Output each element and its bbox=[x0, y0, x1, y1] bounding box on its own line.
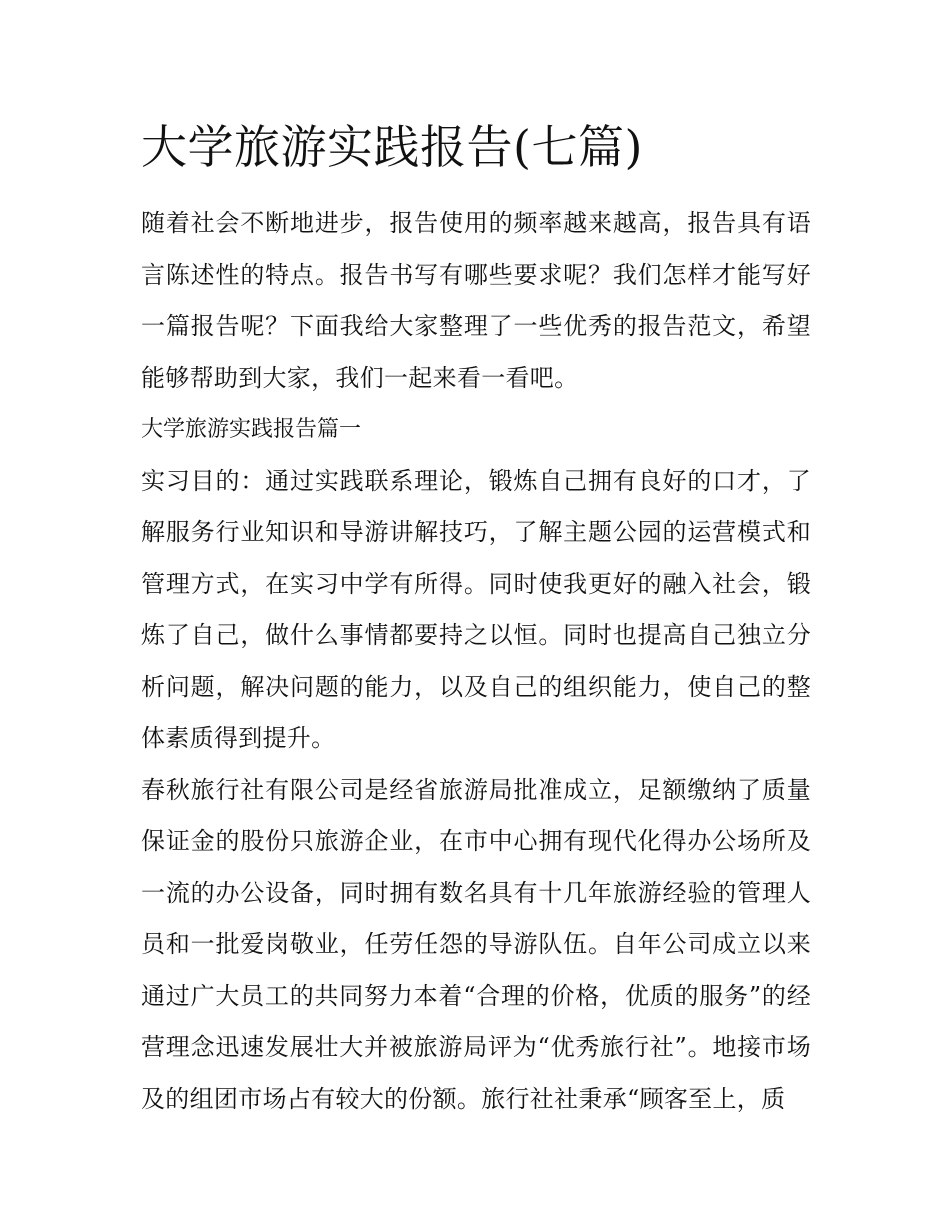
document-page bbox=[141, 112, 811, 1125]
body-paragraph-2: 春秋旅行社有限公司是经省旅游局批准成立，足额缴纳了质量保证金的股份只旅游企业，在市中心拥有现代化得办公场所及一流的办公设备，同时拥有数名具有十几年旅游经验的管理人员和一批爱岗敬业，任劳任怨的导游队伍。自年公司成立以来通过广大员工的共同努力本着“合理的价格，优质的服务”的经营理念迅速发展壮大并被旅游局评为“优秀旅行社”。地接市场及的组团市场占有较大的份额。旅行社社秉承“顾客至上，质 bbox=[141, 775, 811, 1113]
section-heading: 大学旅游实践报告篇一 bbox=[141, 417, 362, 442]
body-paragraph-1: 实习目的：通过实践联系理论，锻炼自己拥有良好的口才，了解服务行业知识和导游讲解技巧，了解主题公园的运营模式和管理方式，在实习中学有所得。同时使我更好的融入社会，锻炼了自己，做什么事情都要持之以恒。同时也提高自己独立分析问题，解决问题的能力，以及自己的组织能力，使自己的整体素质得到提升。 bbox=[141, 466, 811, 752]
intro-paragraph: 随着社会不断地进步，报告使用的频率越来越高，报告具有语言陈述性的特点。报告书写有哪些要求呢？我们怎样才能写好一篇报告呢？下面我给大家整理了一些优秀的报告范文，希望能够帮助到大家，我们一起来看一看吧。 bbox=[141, 209, 811, 392]
document-title: 大学旅游实践报告(七篇) bbox=[141, 120, 643, 174]
